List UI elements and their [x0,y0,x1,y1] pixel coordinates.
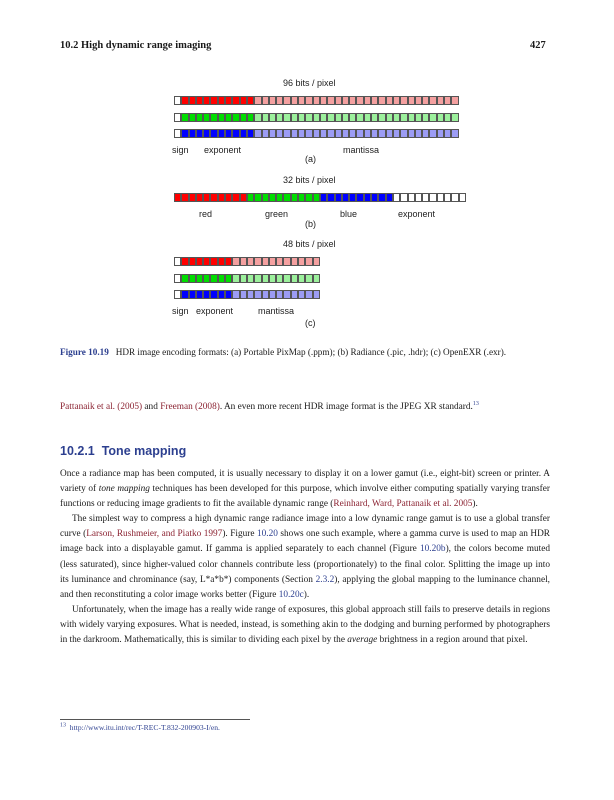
red-byte-cell [174,193,181,202]
citation-pattanaik[interactable]: Pattanaik et al. (2005) [60,402,143,412]
mantissa-bit-cell [276,129,283,138]
exponent-bit-cell [218,113,225,122]
exponent-bit-cell [247,129,254,138]
mantissa-bit-cell [240,274,247,283]
exponent-bit-cell [232,129,239,138]
sign-bit-cell [174,274,181,283]
footnote-marker[interactable]: 13 [472,400,479,407]
paragraph-intro [60,400,550,415]
green-byte-cell [283,193,290,202]
blue-byte-cell [320,193,327,202]
mantissa-bit-cell [232,257,239,266]
red-byte-cell [232,193,239,202]
red-byte-cell [240,193,247,202]
p2-text-6: ). [303,589,310,600]
green-byte-cell [313,193,320,202]
exponent-bit-cell [196,257,203,266]
mantissa-bit-cell [232,274,239,283]
p1-emphasis: tone mapping [98,484,150,495]
exponent-bit-cell [232,96,239,105]
mantissa-bit-cell [313,96,320,105]
mantissa-bit-cell [386,129,393,138]
mantissa-bit-cell [327,96,334,105]
fig-c-row-blue [174,290,320,299]
figure-caption-text: HDR image encoding formats: (a) Portable PixMap (.ppm); (b) Radiance (.pic, .hdr); (c) OpenEXR (.exr). [115,347,507,357]
mantissa-bit-cell [254,274,261,283]
mantissa-bit-cell [247,257,254,266]
paragraph-intro-rest: . An even more recent HDR image format is the JPEG XR standard. [219,402,473,412]
blue-byte-cell [356,193,363,202]
exponent-bit-cell [225,129,232,138]
mantissa-bit-cell [400,96,407,105]
sign-bit-cell [174,113,181,122]
mantissa-bit-cell [262,129,269,138]
mantissa-bit-cell [262,113,269,122]
mantissa-bit-cell [371,129,378,138]
mantissa-bit-cell [393,113,400,122]
mantissa-bit-cell [415,113,422,122]
fig-b-row [174,193,466,202]
exponent-bit-cell [225,274,232,283]
ref-figure-10-20b[interactable]: 10.20b [419,544,446,555]
mantissa-bit-cell [276,113,283,122]
red-byte-cell [203,193,210,202]
green-byte-cell [247,193,254,202]
mantissa-bit-cell [437,129,444,138]
mantissa-bit-cell [283,274,290,283]
mantissa-bit-cell [437,113,444,122]
mantissa-bit-cell [393,96,400,105]
mantissa-bit-cell [254,96,261,105]
mantissa-bit-cell [283,257,290,266]
mantissa-bit-cell [444,129,451,138]
footnote [60,723,220,732]
exponent-bit-cell [210,290,217,299]
mantissa-bit-cell [269,129,276,138]
mantissa-bit-cell [283,129,290,138]
figure-caption [60,345,560,359]
exponent-bit-cell [203,113,210,122]
mantissa-bit-cell [240,257,247,266]
mantissa-bit-cell [291,129,298,138]
mantissa-bit-cell [254,257,261,266]
mantissa-bit-cell [305,274,312,283]
fig-a-title: 96 bits / pixel [283,78,336,88]
section-body [60,467,550,648]
mantissa-bit-cell [232,290,239,299]
mantissa-bit-cell [262,257,269,266]
exponent-bit-cell [210,113,217,122]
blue-byte-cell [364,193,371,202]
red-byte-cell [210,193,217,202]
fig-b-tag: (b) [305,219,316,229]
mantissa-bit-cell [291,257,298,266]
exponent-bit-cell [181,257,188,266]
exponent-bit-cell [240,129,247,138]
paragraph-1 [60,467,550,512]
fig-a-tag: (a) [305,154,316,164]
section-heading [60,444,186,458]
mantissa-bit-cell [313,113,320,122]
exponent-bit-cell [196,113,203,122]
mantissa-bit-cell [378,129,385,138]
sign-bit-cell [174,96,181,105]
mantissa-bit-cell [408,96,415,105]
mantissa-bit-cell [415,129,422,138]
blue-byte-cell [371,193,378,202]
exponent-byte-cell [429,193,436,202]
p2-text-1: The simplest way to compress a high dynamic range radiance image into a low dynamic range gamut is to use a global transfer curve ( [60,514,550,540]
section-title: Tone mapping [101,444,187,458]
mantissa-bit-cell [408,113,415,122]
sign-bit-cell [174,257,181,266]
fig-c-title: 48 bits / pixel [283,239,336,249]
exponent-bit-cell [218,96,225,105]
exponent-bit-cell [210,129,217,138]
exponent-bit-cell [218,129,225,138]
footnote-rule [60,719,250,720]
mantissa-bit-cell [298,290,305,299]
mantissa-bit-cell [342,129,349,138]
exponent-byte-cell [437,193,444,202]
page-number: 427 [530,40,546,51]
citation-larson[interactable]: Larson, Rushmeier, and Piatko 1997 [86,529,223,540]
fig-a-label-mantissa: mantissa [343,145,380,155]
exponent-bit-cell [210,96,217,105]
exponent-bit-cell [218,274,225,283]
exponent-bit-cell [189,274,196,283]
mantissa-bit-cell [291,113,298,122]
mantissa-bit-cell [283,290,290,299]
mantissa-bit-cell [305,113,312,122]
mantissa-bit-cell [262,290,269,299]
red-byte-cell [225,193,232,202]
exponent-byte-cell [444,193,451,202]
fig-a-row-blue [174,129,459,138]
mantissa-bit-cell [342,96,349,105]
fig-c-label-exponent: exponent [196,306,234,316]
exponent-bit-cell [181,129,188,138]
fig-a-label-sign: sign [172,145,189,155]
blue-byte-cell [327,193,334,202]
mantissa-bit-cell [254,129,261,138]
mantissa-bit-cell [378,113,385,122]
exponent-bit-cell [181,113,188,122]
mantissa-bit-cell [422,113,429,122]
green-byte-cell [291,193,298,202]
mantissa-bit-cell [298,129,305,138]
mantissa-bit-cell [298,257,305,266]
mantissa-bit-cell [429,96,436,105]
mantissa-bit-cell [415,96,422,105]
exponent-bit-cell [218,290,225,299]
mantissa-bit-cell [444,113,451,122]
mantissa-bit-cell [429,113,436,122]
mantissa-bit-cell [269,113,276,122]
mantissa-bit-cell [313,129,320,138]
fig-c-row-green [174,274,320,283]
mantissa-bit-cell [349,113,356,122]
mantissa-bit-cell [335,129,342,138]
exponent-bit-cell [225,290,232,299]
mantissa-bit-cell [305,129,312,138]
blue-byte-cell [378,193,385,202]
fig-b-label-red: red [199,209,213,219]
blue-byte-cell [335,193,342,202]
exponent-byte-cell [422,193,429,202]
exponent-bit-cell [225,113,232,122]
mantissa-bit-cell [291,274,298,283]
exponent-bit-cell [189,113,196,122]
exponent-bit-cell [247,96,254,105]
exponent-bit-cell [181,274,188,283]
mantissa-bit-cell [356,113,363,122]
exponent-bit-cell [203,290,210,299]
green-byte-cell [298,193,305,202]
exponent-bit-cell [181,290,188,299]
exponent-bit-cell [203,257,210,266]
mantissa-bit-cell [276,274,283,283]
exponent-bit-cell [218,257,225,266]
green-byte-cell [305,193,312,202]
exponent-byte-cell [459,193,466,202]
mantissa-bit-cell [269,257,276,266]
mantissa-bit-cell [408,129,415,138]
fig-c-tag: (c) [305,318,316,328]
exponent-bit-cell [189,96,196,105]
fig-c-label-mantissa: mantissa [258,306,295,316]
fig-a-row-red [174,96,459,105]
ref-section-2-3-2[interactable]: 2.3.2 [315,574,335,585]
green-byte-cell [276,193,283,202]
exponent-bit-cell [203,274,210,283]
figure-caption-label: Figure 10.19 [60,347,109,357]
mantissa-bit-cell [305,290,312,299]
mantissa-bit-cell [451,113,458,122]
fig-b-label-blue: blue [340,209,358,219]
mantissa-bit-cell [254,290,261,299]
mantissa-bit-cell [276,290,283,299]
mantissa-bit-cell [422,96,429,105]
mantissa-bit-cell [451,96,458,105]
p2-text-4: ), the colors become muted (less saturated), since higher-valued color channels contribute less (proportionately) to the final color. Splitting the image up into its luminance and chrominance (say, L*a*b*) components (Section [60,544,550,585]
mantissa-bit-cell [291,96,298,105]
mantissa-bit-cell [320,96,327,105]
p3-emphasis: average [347,635,378,646]
mantissa-bit-cell [335,113,342,122]
mantissa-bit-cell [240,290,247,299]
mantissa-bit-cell [451,129,458,138]
mantissa-bit-cell [393,129,400,138]
mantissa-bit-cell [276,96,283,105]
mantissa-bit-cell [378,96,385,105]
exponent-bit-cell [196,274,203,283]
blue-byte-cell [342,193,349,202]
exponent-bit-cell [247,113,254,122]
blue-byte-cell [349,193,356,202]
mantissa-bit-cell [298,113,305,122]
exponent-bit-cell [189,290,196,299]
fig-c-label-sign: sign [172,306,189,316]
p2-text-5: ), applying the global mapping to the luminance channel, and then reconstituting a color image works better (Figure [60,574,550,600]
mantissa-bit-cell [247,274,254,283]
exponent-byte-cell [415,193,422,202]
exponent-byte-cell [400,193,407,202]
red-byte-cell [218,193,225,202]
p2-text-3: shows one such example, where a gamma curve is used to map an HDR image back into a displayable gamut. If gamma is applied separately to each channel (Figure [60,529,550,555]
exponent-byte-cell [408,193,415,202]
mantissa-bit-cell [364,96,371,105]
mantissa-bit-cell [298,96,305,105]
fig-b-title: 32 bits / pixel [283,175,336,185]
p1-text-3: ). [472,499,478,510]
mantissa-bit-cell [269,96,276,105]
exponent-bit-cell [181,96,188,105]
mantissa-bit-cell [269,290,276,299]
exponent-bit-cell [240,96,247,105]
green-byte-cell [262,193,269,202]
paragraph-3 [60,603,550,648]
exponent-bit-cell [203,96,210,105]
p3-text-2: brightness in a region around that pixel. [377,635,528,646]
sign-bit-cell [174,290,181,299]
exponent-bit-cell [196,96,203,105]
mantissa-bit-cell [305,96,312,105]
fig-b-label-green: green [265,209,289,219]
ref-figure-10-20[interactable]: 10.20 [257,529,278,540]
citation-freeman[interactable]: Freeman (2008) [160,402,220,412]
p3-text-1: Unfortunately, when the image has a really wide range of exposures, this global approach still fails to preserve details in regions with widely varying exposures. What is needed, instead, is something akin to the dodging and burning performed by photographers in the darkroom. Mathematically, this is similar to dividing each pixel by the [60,604,550,646]
fig-a-row-green [174,113,459,122]
red-byte-cell [189,193,196,202]
footnote-number: 13 [60,722,66,729]
exponent-bit-cell [189,129,196,138]
exponent-bit-cell [232,113,239,122]
mantissa-bit-cell [364,113,371,122]
fig-c-row-red [174,257,320,266]
exponent-bit-cell [225,96,232,105]
mantissa-bit-cell [349,96,356,105]
mantissa-bit-cell [313,257,320,266]
exponent-bit-cell [196,129,203,138]
mantissa-bit-cell [386,96,393,105]
mantissa-bit-cell [298,274,305,283]
red-byte-cell [181,193,188,202]
mantissa-bit-cell [283,96,290,105]
mantissa-bit-cell [342,113,349,122]
green-byte-cell [254,193,261,202]
mantissa-bit-cell [437,96,444,105]
mantissa-bit-cell [400,129,407,138]
p2-text-2: ). Figure [222,529,257,540]
mantissa-bit-cell [444,96,451,105]
p1-text-2: techniques has been developed for this purpose, which involve either computing spatially varying transfer functions or reducing image gradients to fit the available dynamic range ( [60,484,550,510]
blue-byte-cell [386,193,393,202]
exponent-bit-cell [240,113,247,122]
exponent-byte-cell [451,193,458,202]
mantissa-bit-cell [400,113,407,122]
footnote-url[interactable]: http://www.itu.int/rec/T-REC-T.832-200903-I/en. [69,723,220,732]
mantissa-bit-cell [254,113,261,122]
mantissa-bit-cell [349,129,356,138]
exponent-bit-cell [210,274,217,283]
mantissa-bit-cell [327,129,334,138]
mantissa-bit-cell [320,129,327,138]
mantissa-bit-cell [327,113,334,122]
sign-bit-cell [174,129,181,138]
mantissa-bit-cell [371,96,378,105]
exponent-bit-cell [189,257,196,266]
mantissa-bit-cell [356,129,363,138]
fig-a-label-exponent: exponent [204,145,242,155]
paragraph-intro-text: and [142,402,161,412]
mantissa-bit-cell [335,96,342,105]
green-byte-cell [269,193,276,202]
mantissa-bit-cell [276,257,283,266]
citation-reinhard[interactable]: Reinhard, Ward, Pattanaik et al. 2005 [333,499,473,510]
mantissa-bit-cell [371,113,378,122]
red-byte-cell [196,193,203,202]
mantissa-bit-cell [269,274,276,283]
paragraph-2 [60,512,550,603]
mantissa-bit-cell [313,290,320,299]
mantissa-bit-cell [429,129,436,138]
mantissa-bit-cell [313,274,320,283]
exponent-bit-cell [210,257,217,266]
exponent-bit-cell [196,290,203,299]
mantissa-bit-cell [247,290,254,299]
exponent-bit-cell [225,257,232,266]
section-number: 10.2.1 [60,444,95,458]
exponent-byte-cell [393,193,400,202]
p1-text-1: Once a radiance map has been computed, it is usually necessary to display it on a lower gamut (i.e., eight-bit) screen or printer. A variety of [60,469,550,495]
ref-figure-10-20c[interactable]: 10.20c [278,589,304,600]
fig-b-label-exponent: exponent [398,209,436,219]
mantissa-bit-cell [262,274,269,283]
mantissa-bit-cell [305,257,312,266]
exponent-bit-cell [203,129,210,138]
mantissa-bit-cell [356,96,363,105]
mantissa-bit-cell [422,129,429,138]
mantissa-bit-cell [364,129,371,138]
mantissa-bit-cell [262,96,269,105]
mantissa-bit-cell [320,113,327,122]
mantissa-bit-cell [291,290,298,299]
running-header-section: 10.2 High dynamic range imaging [60,40,212,51]
mantissa-bit-cell [386,113,393,122]
mantissa-bit-cell [283,113,290,122]
